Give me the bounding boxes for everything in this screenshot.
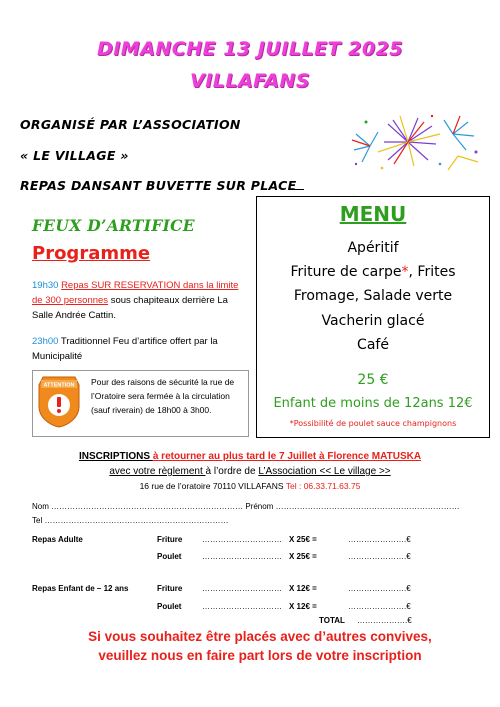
reservation-notice: Repas SUR RESERVATION dans la limite de 300 personnes	[32, 280, 239, 306]
payable-to: à l’ordre de	[205, 466, 259, 477]
inscriptions-label: INSCRIPTIONS	[78, 451, 153, 462]
adult-poulet-label: Poulet	[157, 552, 182, 561]
adult-friture-total[interactable]: ………………….€	[348, 535, 411, 544]
programme-title: Programme	[32, 243, 151, 264]
seating-request-line2: veuillez nous en faire part lors de votre inscription	[98, 648, 422, 663]
child-poulet-qty[interactable]: …………………………	[202, 602, 282, 611]
friture-suffix: , Frites	[408, 264, 456, 280]
phone-field[interactable]: Tel ……………………………………………………………	[32, 516, 229, 525]
child-price: Enfant de moins de 12ans 12€	[273, 396, 473, 411]
menu-item-vacherin: Vacherin glacé	[321, 313, 425, 329]
menu-item-cafe: Café	[357, 337, 389, 353]
child-poulet-total[interactable]: ………………….€	[348, 602, 411, 611]
event-village: VILLAFANS	[189, 70, 310, 92]
deadline-text: à retourner au plus tard le 7 Juillet à Florence MATUSKA	[152, 451, 422, 462]
child-friture-label: Friture	[157, 584, 183, 593]
event-date: DIMANCHE 13 JUILLET 2025	[96, 38, 404, 60]
child-poulet-price: X 12€ =	[289, 602, 317, 611]
asterisk-mark: *	[401, 264, 409, 280]
child-meal-label: Repas Enfant de – 12 ans	[32, 584, 129, 593]
child-friture-price: X 12€ =	[289, 584, 317, 593]
time-1930: 19h30	[32, 280, 59, 291]
total-label: TOTAL	[319, 616, 345, 625]
child-friture-qty[interactable]: …………………………	[202, 584, 282, 593]
warning-text: Pour des raisons de sécurité la rue de l’Oratoire sera fermée à la circulation (sauf riverain) de 18h00 à 3h00.	[91, 377, 235, 415]
child-friture-total[interactable]: ………………….€	[348, 584, 411, 593]
menu-title: MENU	[339, 202, 407, 226]
inscriptions-line	[0, 451, 500, 462]
seating-request-line1: Si vous souhaitez être placés avec d’autres convives,	[88, 629, 432, 644]
warning-box	[32, 370, 249, 437]
menu-item-fromage: Fromage, Salade verte	[293, 288, 453, 304]
menu-item-friture	[256, 264, 490, 280]
programme-item-fireworks	[32, 334, 248, 364]
payment-line	[0, 466, 500, 477]
attention-icon	[37, 375, 81, 429]
address-line	[0, 481, 500, 491]
association-name: « LE VILLAGE »	[20, 148, 129, 163]
programme-item-dinner	[32, 278, 248, 323]
address-text: 16 rue de l’oratoire 70110 VILLAFANS	[139, 481, 286, 491]
adult-price: 25 €	[357, 372, 389, 388]
adult-friture-price: X 25€ =	[289, 535, 317, 544]
fireworks-icon	[348, 112, 488, 174]
activities-line: REPAS DANSANT BUVETTE SUR PLACE	[20, 178, 297, 193]
fireworks-text: Traditionnel Feu d’artifice offert par la Municipalité	[32, 336, 218, 362]
adult-poulet-price: X 25€ =	[289, 552, 317, 561]
association-payee: L’Association << Le village >>	[258, 466, 391, 477]
total-field[interactable]: ……………….€	[357, 616, 412, 625]
venue-text: sous chapiteaux derrière La Salle Andrée Cattin.	[32, 295, 228, 321]
adult-friture-qty[interactable]: …………………………	[202, 535, 282, 544]
adult-poulet-total[interactable]: ………………….€	[348, 552, 411, 561]
adult-poulet-qty[interactable]: …………………………	[202, 552, 282, 561]
phone-number: Tel : 06.33.71.63.75	[285, 481, 361, 491]
menu-footnote: *Possibilité de poulet sauce champignons	[289, 419, 457, 428]
adult-meal-label: Repas Adulte	[32, 535, 83, 544]
underline-rule	[290, 189, 304, 190]
payment-text: avec votre règlement	[109, 466, 206, 477]
adult-friture-label: Friture	[157, 535, 183, 544]
organiser-line: ORGANISÉ PAR L’ASSOCIATION	[20, 117, 241, 132]
menu-item-aperitif: Apéritif	[347, 240, 399, 256]
friture-label: Friture de carpe	[290, 264, 402, 280]
name-field[interactable]: Nom ……………………………………………………………… Prénom ……………………………………………………………	[32, 502, 460, 511]
fireworks-title: FEUX D’ARTIFICE	[32, 216, 195, 235]
attention-badge: ATTENTION	[43, 382, 75, 389]
time-2300: 23h00	[32, 336, 59, 347]
child-poulet-label: Poulet	[157, 602, 182, 611]
